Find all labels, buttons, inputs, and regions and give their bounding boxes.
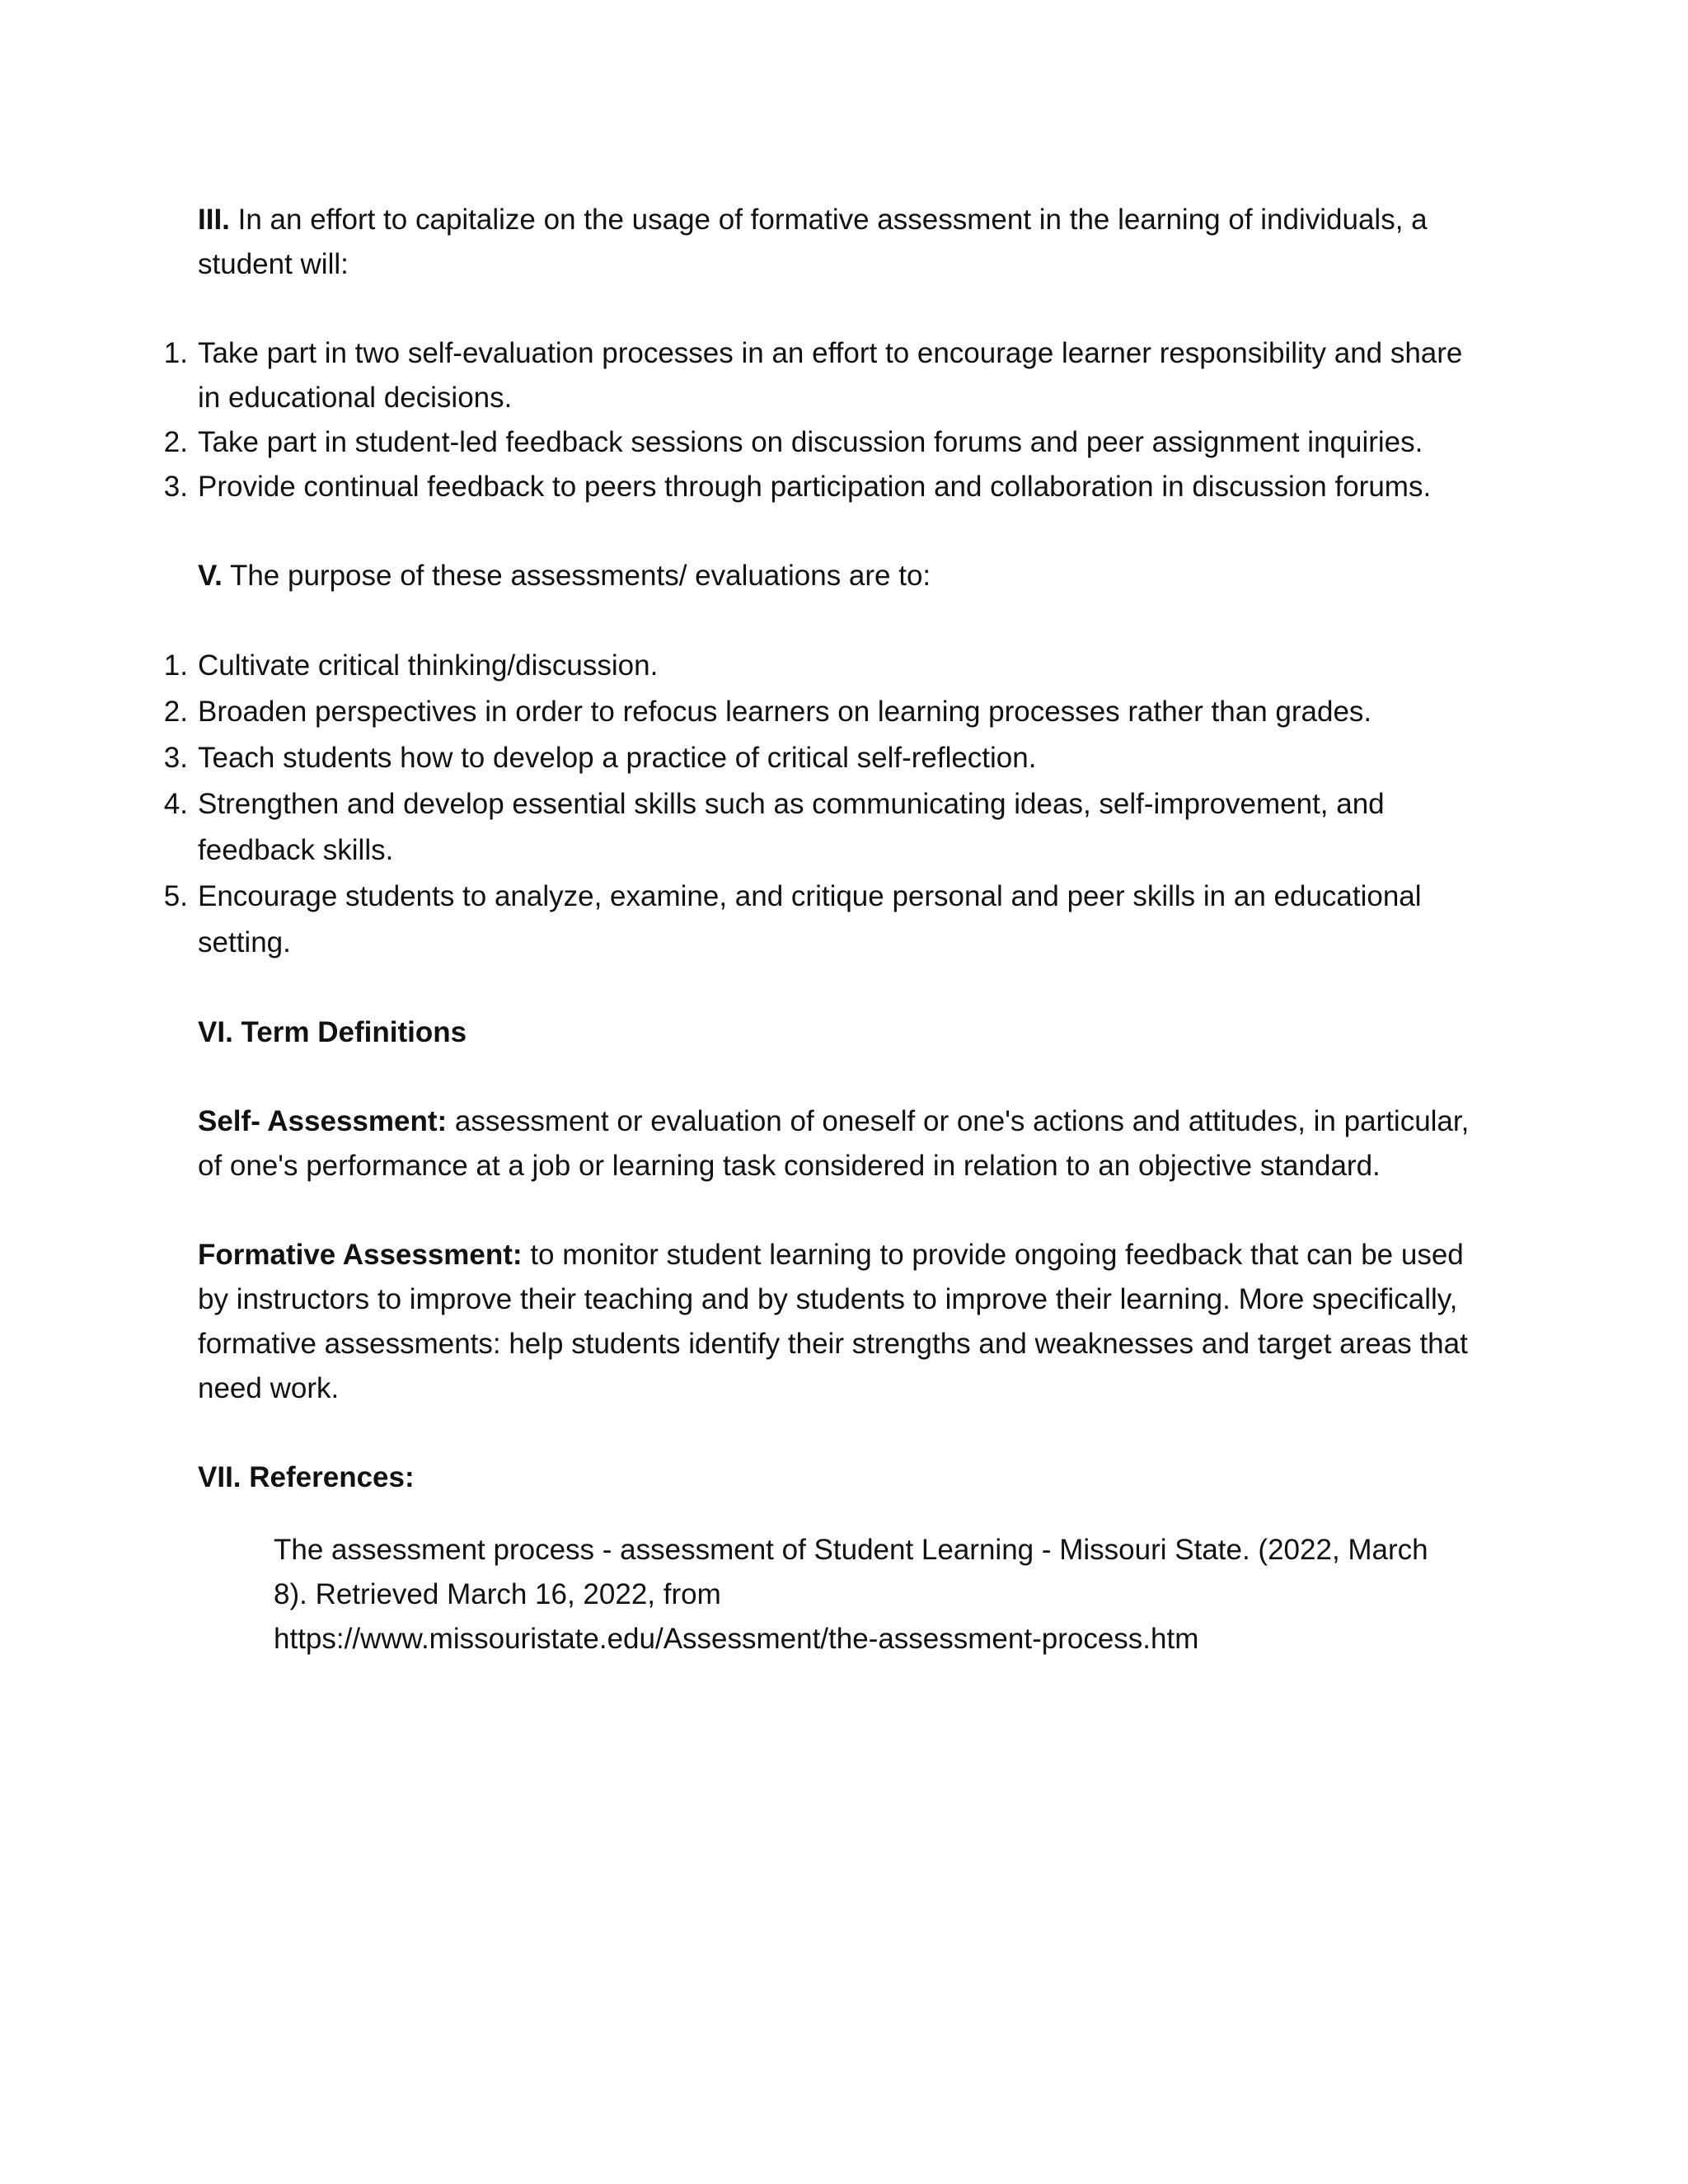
section-iii-text: In an effort to capitalize on the usage of formative assessment in the learning of individuals, a student will: xyxy=(198,204,1428,280)
list-item: 3. Provide continual feedback to peers through participation and collaboration in discussion forums. xyxy=(163,471,1432,503)
section-iii-label: III. xyxy=(198,204,230,236)
document-page xyxy=(163,198,1484,1661)
section-v-label: V. xyxy=(198,560,223,592)
self-assessment-text: assessment or evaluation of oneself or one's actions and attitudes, in particular, of one's performance at a job or learning task considered in relation to an objective standard. xyxy=(198,1105,1470,1182)
section-vi-heading: VI. Term Definitions xyxy=(198,1016,467,1048)
list-item: 1. Take part in two self-evaluation processes in an effort to encourage learner responsibility and share in educational decisions. xyxy=(163,337,1463,414)
section-iii-intro xyxy=(198,198,1484,287)
self-assessment-definition xyxy=(198,1099,1484,1188)
reference-url[interactable]: https://www.missouristate.edu/Assessment/the-assessment-process.htm xyxy=(274,1623,1199,1655)
section-vii-heading: VII. References: xyxy=(198,1461,415,1493)
formative-assessment-term: Formative Assessment: xyxy=(198,1239,523,1271)
self-assessment-term: Self- Assessment: xyxy=(198,1105,448,1137)
section-iii-list xyxy=(163,331,1484,509)
list-item: 5. Encourage students to analyze, examine, and critique personal and peer skills in an educational setting. xyxy=(163,880,1422,958)
reference-line-2: 8). Retrieved March 16, 2022, from xyxy=(274,1578,721,1610)
formative-assessment-definition xyxy=(198,1233,1484,1411)
reference-line-1: The assessment process - assessment of Student Learning - Missouri State. (2022, March xyxy=(274,1534,1428,1566)
section-v-text: The purpose of these assessments/ evaluations are to: xyxy=(229,560,931,592)
section-v-list xyxy=(163,643,1484,966)
list-item: 4. Strengthen and develop essential skills such as communicating ideas, self-improvement, and feedback skills. xyxy=(163,788,1385,866)
formative-assessment-text: to monitor student learning to provide ongoing feedback that can be used by instructors to improve their teaching and by students to improve their learning. More specifically, formative assessments: help students identify their strengths and weaknesses and target areas that need work. xyxy=(198,1239,1468,1404)
list-item: 3. Teach students how to develop a practice of critical self-reflection. xyxy=(163,742,1037,774)
reference-entry xyxy=(274,1528,1484,1661)
list-item: 1. Cultivate critical thinking/discussion. xyxy=(163,649,659,682)
list-item: 2. Take part in student-led feedback sessions on discussion forums and peer assignment inquiries. xyxy=(163,426,1423,458)
list-item: 2. Broaden perspectives in order to refocus learners on learning processes rather than grades. xyxy=(163,696,1372,728)
section-v-intro xyxy=(198,554,1484,598)
